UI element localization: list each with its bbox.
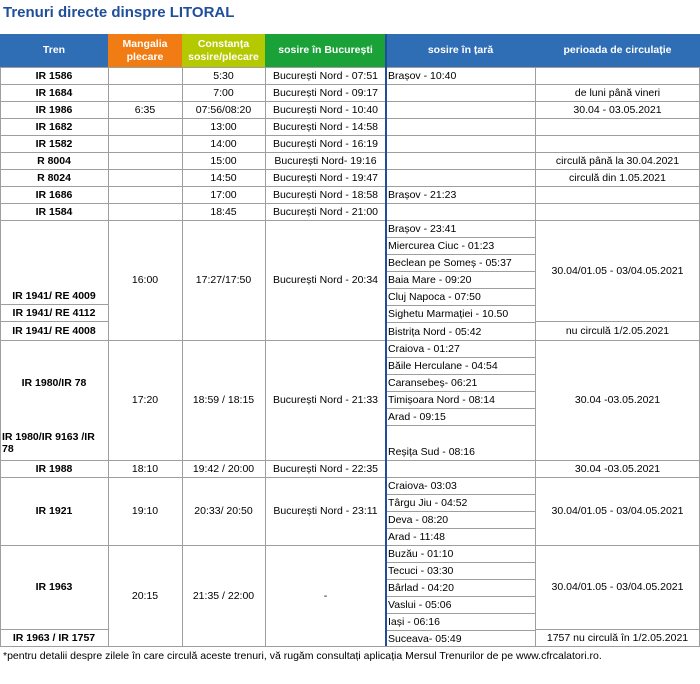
country-arrival: Arad - 11:48 <box>388 530 446 543</box>
mangalia-departure: 6:35 <box>134 103 156 116</box>
country-arrival: Arad - 09:15 <box>388 410 446 423</box>
bucharest-arrival: București Nord - 16:19 <box>272 137 379 150</box>
grid-line <box>0 152 700 153</box>
train-number: R 8004 <box>37 154 71 167</box>
grid-line <box>0 101 700 102</box>
grid-line <box>386 254 535 255</box>
country-arrival: Timișoara Nord - 08:14 <box>388 393 495 406</box>
constanta-time: 5:30 <box>213 69 234 82</box>
constanta-time: 7:00 <box>213 86 234 99</box>
constanta-time: 21:35 / 22:00 <box>192 589 255 602</box>
bucharest-arrival: - <box>323 589 328 602</box>
country-arrival: Bârlad - 04:20 <box>388 581 454 594</box>
circulation-period: nu circulă 1/2.05.2021 <box>565 324 670 337</box>
mangalia-departure: 20:15 <box>131 589 159 602</box>
circulation-period <box>535 203 700 220</box>
country-arrival: Târgu Jiu - 04:52 <box>388 496 468 509</box>
train-number: IR 1988 <box>35 462 73 475</box>
country-arrival: Buzău - 01:10 <box>388 547 454 560</box>
header-constanta: Constanța sosire/plecare <box>182 34 265 67</box>
grid-line <box>386 596 535 597</box>
circulation-period: circulă din 1.05.2021 <box>569 171 666 184</box>
grid-line <box>386 357 535 358</box>
constanta-time: 17:00 <box>210 188 237 201</box>
grid-line <box>535 67 536 646</box>
grid-line <box>386 528 535 529</box>
circulation-period: de luni până vineri <box>574 86 661 99</box>
country-arrival <box>386 460 535 477</box>
footer-note: *pentru detalii despre zilele în care circulă aceste trenuri, vă rugăm consultați aplicația Mersul Trenurilor de pe www.cfrcalatori.ro. <box>3 650 602 662</box>
bucharest-arrival: București Nord - 23:11 <box>273 505 378 517</box>
grid-line <box>0 646 700 647</box>
country-arrival: Brașov - 23:41 <box>388 222 457 235</box>
country-arrival: Brașov - 10:40 <box>388 69 457 82</box>
circulation-period: 30.04/01.05 - 03/04.05.2021 <box>551 264 684 277</box>
bucharest-arrival: București Nord - 19:47 <box>272 171 379 184</box>
train-number: IR 1980/IR 9163 /IR 78 <box>2 431 95 455</box>
grid-line <box>0 135 700 136</box>
mangalia-departure: 17:20 <box>131 394 159 406</box>
header-perioada: perioada de circulație <box>535 34 700 67</box>
grid-line <box>386 630 535 631</box>
constanta-time: 15:00 <box>210 154 237 167</box>
country-arrival: Miercurea Ciuc - 01:23 <box>388 239 495 252</box>
grid-line <box>0 186 700 187</box>
country-arrival: Beclean pe Someș - 05:37 <box>388 256 512 269</box>
bucharest-arrival: București Nord - 22:35 <box>272 462 379 475</box>
mangalia-departure <box>108 203 182 220</box>
train-number: IR 1941/ RE 4008 <box>12 324 96 337</box>
header-mangalia: Mangalia plecare <box>108 34 182 67</box>
constanta-time: 14:50 <box>210 171 237 184</box>
grid-line <box>386 374 535 375</box>
country-arrival: Deva - 08:20 <box>388 513 449 526</box>
grid-line <box>386 391 535 392</box>
country-arrival: Iași - 06:16 <box>388 615 440 628</box>
train-number: IR 1941/ RE 4112 <box>12 306 96 319</box>
constanta-time: 07:56/08:20 <box>195 103 252 116</box>
train-number: IR 1963 / IR 1757 <box>12 631 96 644</box>
mangalia-departure <box>108 169 182 186</box>
circulation-period <box>535 135 700 152</box>
grid-line <box>0 321 108 322</box>
circulation-period: 30.04 - 03.05.2021 <box>573 103 662 116</box>
grid-line <box>386 494 535 495</box>
bucharest-arrival: București Nord - 09:17 <box>272 86 379 99</box>
grid-line <box>386 237 535 238</box>
grid-line <box>0 84 700 85</box>
grid-line <box>386 271 535 272</box>
circulation-period <box>535 67 700 84</box>
circulation-period: circulă până la 30.04.2021 <box>555 154 680 167</box>
constanta-time: 13:00 <box>210 120 237 133</box>
country-arrival: Caransebeș- 06:21 <box>388 376 478 389</box>
mangalia-departure: 19:10 <box>131 505 159 517</box>
mangalia-departure: 16:00 <box>131 274 159 286</box>
country-arrival <box>386 169 535 186</box>
train-number: IR 1963 <box>35 581 73 593</box>
circulation-period: 30.04/01.05 - 03/04.05.2021 <box>551 505 684 517</box>
train-number: IR 1682 <box>35 120 73 133</box>
bucharest-arrival: București Nord - 07:51 <box>272 69 379 82</box>
country-arrival <box>386 84 535 101</box>
country-arrival <box>386 203 535 220</box>
grid-line <box>265 67 266 646</box>
country-arrival: Craiova- 03:03 <box>388 479 457 492</box>
bucharest-arrival: București Nord - 10:40 <box>272 103 379 116</box>
constanta-time: 18:59 / 18:15 <box>192 394 255 406</box>
constanta-time: 17:27/17:50 <box>195 274 252 286</box>
bucharest-arrival: București Nord- 19:16 <box>274 154 377 167</box>
country-arrival <box>386 118 535 135</box>
constanta-time: 18:45 <box>210 205 237 218</box>
country-arrival: Vaslui - 05:06 <box>388 598 452 611</box>
constanta-time: 19:42 / 20:00 <box>192 462 255 475</box>
circulation-period <box>535 186 700 203</box>
bucharest-arrival: București Nord - 21:00 <box>272 205 379 218</box>
mangalia-departure <box>108 67 182 84</box>
country-arrival: Sighetu Marmației - 10.50 <box>388 307 509 320</box>
grid-line <box>0 67 1 646</box>
country-arrival: Tecuci - 03:30 <box>388 564 454 577</box>
train-number: IR 1986 <box>35 103 73 116</box>
grid-line <box>0 304 108 305</box>
country-arrival: Craiova - 01:27 <box>388 342 460 355</box>
circulation-period: 30.04/01.05 - 03/04.05.2021 <box>551 581 684 593</box>
grid-line <box>108 67 109 646</box>
circulation-period <box>535 118 700 135</box>
train-number: IR 1584 <box>35 205 73 218</box>
mangalia-departure <box>108 186 182 203</box>
grid-line <box>0 203 700 204</box>
grid-line <box>386 288 535 289</box>
grid-line <box>386 305 535 306</box>
country-arrival <box>386 152 535 169</box>
grid-line <box>385 34 387 646</box>
bucharest-arrival: București Nord - 18:58 <box>272 188 379 201</box>
circulation-period: 30.04 -03.05.2021 <box>574 462 661 475</box>
grid-line <box>386 613 535 614</box>
train-number: IR 1921 <box>35 505 73 517</box>
train-number: IR 1586 <box>35 69 73 82</box>
grid-line <box>182 67 183 646</box>
train-number: IR 1684 <box>35 86 73 99</box>
constanta-time: 20:33/ 20:50 <box>194 505 253 517</box>
mangalia-departure <box>108 84 182 101</box>
grid-line <box>0 118 700 119</box>
grid-line <box>0 67 700 68</box>
country-arrival: Baia Mare - 09:20 <box>388 273 472 286</box>
country-arrival: Brașov - 21:23 <box>388 188 457 201</box>
grid-line <box>535 321 700 322</box>
train-number: R 8024 <box>37 171 71 184</box>
train-number: IR 1582 <box>35 137 73 150</box>
mangalia-departure: 18:10 <box>131 462 159 475</box>
grid-line <box>386 322 535 323</box>
country-arrival <box>386 101 535 118</box>
grid-line <box>386 562 535 563</box>
train-number: IR 1686 <box>35 188 73 201</box>
country-arrival: Suceava- 05:49 <box>388 632 462 645</box>
header-sosire-bucuresti: sosire în București <box>265 34 386 67</box>
grid-line <box>386 579 535 580</box>
grid-line <box>535 629 700 630</box>
bucharest-arrival: București Nord - 14:58 <box>272 120 379 133</box>
grid-line <box>0 169 700 170</box>
header-tren: Tren <box>0 34 108 67</box>
mangalia-departure <box>108 135 182 152</box>
train-number: IR 1941/ RE 4009 <box>12 289 96 302</box>
mangalia-departure <box>108 152 182 169</box>
page-title: Trenuri directe dinspre LITORAL <box>3 4 235 21</box>
country-arrival <box>386 135 535 152</box>
grid-line <box>386 408 535 409</box>
bucharest-arrival: București Nord - 20:34 <box>272 274 379 286</box>
grid-line <box>386 511 535 512</box>
country-arrival: Reșița Sud - 08:16 <box>388 446 475 458</box>
grid-line <box>386 425 535 426</box>
header-sosire-tara: sosire în țară <box>386 34 535 67</box>
bucharest-arrival: București Nord - 21:33 <box>272 394 379 406</box>
mangalia-departure <box>108 118 182 135</box>
circulation-period: 30.04 -03.05.2021 <box>574 394 661 406</box>
country-arrival: Bistrița Nord - 05:42 <box>388 325 482 338</box>
circulation-period: 1757 nu circulă în 1/2.05.2021 <box>546 631 689 644</box>
country-arrival: Băile Herculane - 04:54 <box>388 359 498 372</box>
grid-line <box>0 629 108 630</box>
constanta-time: 14:00 <box>210 137 237 150</box>
country-arrival: Cluj Napoca - 07:50 <box>388 290 481 303</box>
train-number: IR 1980/IR 78 <box>21 377 87 389</box>
